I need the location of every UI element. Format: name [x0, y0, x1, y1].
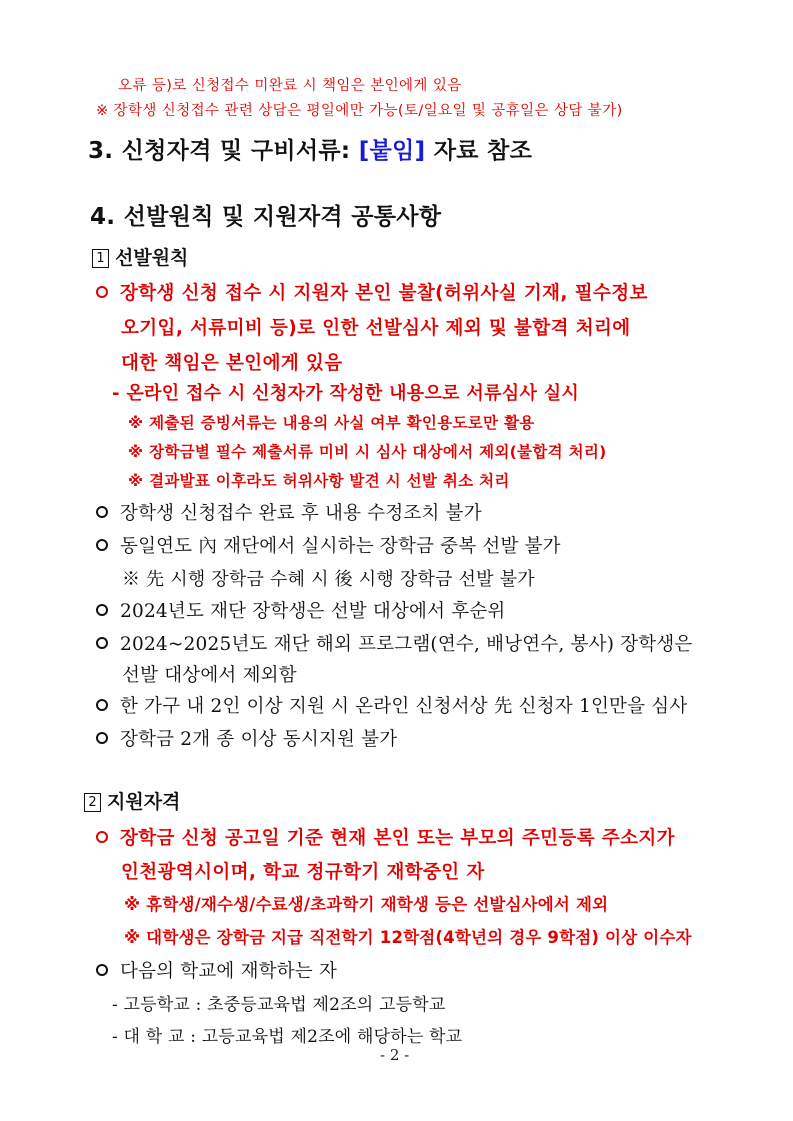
red-note-1: ※ 제출된 증빙서류는 내용의 사실 여부 확인용도로만 활용	[128, 414, 535, 432]
circle-bullet-icon	[96, 539, 108, 551]
eligibility-main-line-2: 인천광역시이며, 학교 정규학기 재학중인 자	[121, 862, 485, 883]
eligibility-red-note-1: ※ 휴학생/재수생/수료생/초과학기 재학생 등은 선발심사에서 제외	[124, 895, 609, 914]
circle-bullet-icon	[96, 637, 108, 649]
online-review-note: - 온라인 접수 시 신청자가 작성한 내용으로 서류심사 실시	[112, 383, 580, 404]
list-item: 다음의 학교에 재학하는 자	[96, 957, 337, 983]
attachment-reference: [붙임]	[358, 138, 426, 164]
selection-principle-main-line-2: 오기입, 서류미비 등)로 인한 선발심사 제외 및 불합격 처리에	[121, 318, 631, 339]
page-number: - 2 -	[380, 1046, 410, 1064]
list-item: 한 가구 내 2인 이상 지원 시 온라인 신청서상 先 신청자 1인만을 심사	[96, 692, 687, 718]
red-note-2: ※ 장학금별 필수 제출서류 미비 시 심사 대상에서 제외(불합격 처리)	[128, 443, 607, 461]
boxed-number-1: 1	[92, 249, 109, 268]
section-4-heading: 4. 선발원칙 및 지원자격 공통사항	[90, 204, 442, 230]
list-item: 장학생 신청접수 완료 후 내용 수정조치 불가	[96, 499, 482, 525]
subsection-2-heading	[84, 787, 180, 814]
circle-bullet-icon	[96, 604, 108, 616]
red-note-3: ※ 결과발표 이후라도 허위사항 발견 시 선발 취소 처리	[128, 472, 510, 490]
list-item: 2024~2025년도 재단 해외 프로그램(연수, 배낭연수, 봉사) 장학생은	[96, 630, 693, 656]
subsection-1-heading	[92, 243, 188, 270]
section-3-suffix: 자료 참조	[425, 138, 533, 164]
note-line-1: 오류 등)로 신청접수 미완료 시 책임은 본인에게 있음	[118, 78, 462, 94]
list-item-continuation: 선발 대상에서 제외함	[122, 665, 297, 686]
school-type-university: - 대 학 교 : 고등교육법 제2조에 해당하는 학교	[112, 1027, 463, 1047]
circle-bullet-icon	[96, 831, 108, 843]
circle-bullet-icon	[96, 964, 108, 976]
section-3-prefix: 3. 신청자격 및 구비서류:	[88, 138, 359, 164]
subsection-1-title: 선발원칙	[115, 247, 189, 269]
circle-bullet-icon	[96, 506, 108, 518]
boxed-number-2: 2	[84, 793, 101, 812]
selection-principle-main-line-1: 장학생 신청 접수 시 지원자 본인 불찰(허위사실 기재, 필수정보	[96, 279, 648, 305]
list-item-note: ※ 先 시행 장학금 수혜 시 後 시행 장학금 선발 불가	[122, 569, 535, 590]
eligibility-main-line-1: 장학금 신청 공고일 기준 현재 본인 또는 부모의 주민등록 주소지가	[96, 824, 675, 850]
circle-bullet-icon	[96, 699, 108, 711]
school-type-high: - 고등학교 : 초중등교육법 제2조의 고등학교	[112, 995, 446, 1015]
section-3-heading	[88, 132, 532, 165]
note-line-2: ※ 장학생 신청접수 관련 상담은 평일에만 가능(토/일요일 및 공휴일은 상담 불가)	[96, 103, 623, 119]
circle-bullet-icon	[96, 286, 108, 298]
list-item: 장학금 2개 종 이상 동시지원 불가	[96, 725, 397, 751]
eligibility-red-note-2: ※ 대학생은 장학금 지급 직전학기 12학점(4학년의 경우 9학점) 이상 이수자	[124, 928, 692, 947]
list-item: 2024년도 재단 장학생은 선발 대상에서 후순위	[96, 597, 506, 623]
subsection-2-title: 지원자격	[107, 791, 181, 813]
selection-principle-main-line-3: 대한 책임은 본인에게 있음	[121, 353, 343, 374]
list-item: 동일연도 內 재단에서 실시하는 장학금 중복 선발 불가	[96, 532, 561, 558]
circle-bullet-icon	[96, 732, 108, 744]
